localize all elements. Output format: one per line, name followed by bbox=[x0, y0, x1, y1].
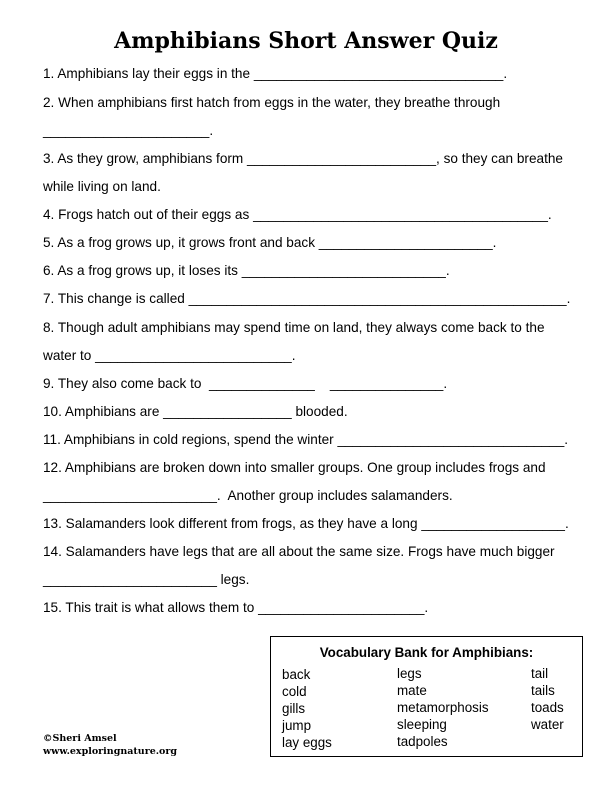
question-7-text: 7. This change is called __________________________________________________. bbox=[43, 291, 571, 306]
question-14-text: 14. Salamanders have legs that are all about the same size. Frogs have much bigger bbox=[43, 544, 555, 559]
vocab-word: tails bbox=[531, 683, 555, 698]
website-text: www.exploringnature.org bbox=[43, 746, 178, 757]
copyright-text: ©Sheri Amsel bbox=[43, 733, 117, 744]
vocab-word: water bbox=[531, 717, 564, 732]
vocab-word: mate bbox=[397, 683, 427, 698]
question-13-text: 13. Salamanders look different from frogs, as they have a long ___________________. bbox=[43, 516, 569, 531]
question-4-text: 4. Frogs hatch out of their eggs as _______________________________________. bbox=[43, 207, 552, 222]
vocab-word: lay eggs bbox=[282, 735, 332, 750]
question-12-text: 12. Amphibians are broken down into smaller groups. One group includes frogs and bbox=[43, 460, 546, 475]
vocab-word: tadpoles bbox=[397, 734, 448, 749]
vocab-word: toads bbox=[531, 700, 564, 715]
vocabulary-column-2 bbox=[397, 665, 489, 750]
vocab-word: sleeping bbox=[397, 717, 447, 732]
vocab-word: legs bbox=[397, 666, 422, 681]
vocab-word: tail bbox=[531, 666, 549, 681]
question-3-continued: while living on land. bbox=[43, 179, 161, 194]
question-6-text: 6. As a frog grows up, it loses its ___________________________. bbox=[43, 263, 450, 278]
page-title: Amphibians Short Answer Quiz bbox=[114, 28, 498, 54]
question-10-text: 10. Amphibians are _________________ blooded. bbox=[43, 404, 348, 419]
question-14-continued: _______________________ legs. bbox=[43, 572, 250, 587]
vocab-word: cold bbox=[282, 684, 307, 699]
question-3-text: 3. As they grow, amphibians form _________________________, so they can breathe bbox=[43, 151, 563, 166]
question-9-text: 9. They also come back to ______________ _______________. bbox=[43, 376, 448, 391]
question-12-continued: _______________________. Another group includes salamanders. bbox=[43, 488, 453, 503]
vocabulary-column-3 bbox=[531, 665, 564, 733]
vocab-word: metamorphosis bbox=[397, 700, 489, 715]
vocabulary-bank-box bbox=[270, 636, 583, 757]
vocabulary-bank-title: Vocabulary Bank for Amphibians: bbox=[319, 645, 534, 660]
vocab-word: jump bbox=[282, 718, 312, 733]
question-5-text: 5. As a frog grows up, it grows front and back _______________________. bbox=[43, 235, 497, 250]
vocabulary-column-1 bbox=[282, 666, 332, 751]
question-2-text: 2. When amphibians first hatch from eggs in the water, they breathe through bbox=[43, 95, 501, 110]
question-11-text: 11. Amphibians in cold regions, spend the winter ______________________________. bbox=[43, 432, 569, 447]
question-2-blank: ______________________. bbox=[43, 123, 214, 138]
question-1-text: 1. Amphibians lay their eggs in the _________________________________. bbox=[43, 66, 508, 81]
question-8-continued: water to __________________________. bbox=[43, 348, 296, 363]
vocab-word: gills bbox=[282, 701, 306, 716]
vocab-word: back bbox=[282, 667, 311, 682]
question-15-text: 15. This trait is what allows them to ______________________. bbox=[43, 600, 429, 615]
question-8-text: 8. Though adult amphibians may spend time on land, they always come back to the bbox=[43, 320, 545, 335]
